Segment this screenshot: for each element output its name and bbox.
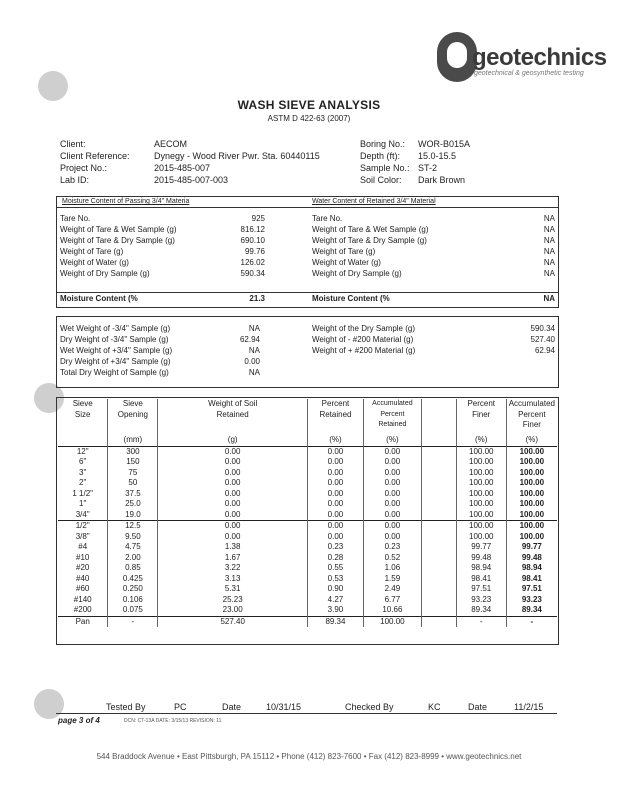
sieve-size-cell: 12" xyxy=(76,446,89,456)
report-standard: ASTM D 422-63 (2007) xyxy=(267,114,351,123)
accumulated-finer-cell: 100.00 xyxy=(506,489,557,500)
spacer-cell xyxy=(421,521,456,532)
percent-retained-cell: 3.90 xyxy=(308,605,364,616)
sieve-row xyxy=(58,457,557,468)
percent-retained-cell: 89.34 xyxy=(308,616,364,627)
document-code: DCN: CT-13A DATE: 3/15/13 REVISION: 11 xyxy=(124,718,222,724)
percent-finer-cell: 100.00 xyxy=(456,446,506,457)
sieve-size-cell: 1 1/2" xyxy=(72,488,94,498)
weight-retained-cell: 0.00 xyxy=(158,489,308,500)
tested-by-value: PC xyxy=(174,702,187,712)
sieve-opening-cell: 150 xyxy=(108,457,158,468)
spacer-cell xyxy=(421,446,456,457)
accumulated-finer-cell: 89.34 xyxy=(506,605,557,616)
percent-finer-cell: 100.00 xyxy=(456,532,506,543)
sieve-opening-cell: 37.5 xyxy=(108,489,158,500)
weight-retained-cell: 3.13 xyxy=(158,574,308,585)
accumulated-retained-cell: 2.49 xyxy=(363,584,421,595)
accumulated-retained-cell: 0.00 xyxy=(363,499,421,510)
tested-date-value: 10/31/15 xyxy=(266,702,302,712)
percent-retained-cell: 0.00 xyxy=(308,521,364,532)
spacer-cell xyxy=(421,532,456,543)
spacer-cell xyxy=(421,584,456,595)
sieve-row xyxy=(58,521,557,532)
accumulated-finer-cell: 97.51 xyxy=(506,584,557,595)
sieve-opening-cell: 0.85 xyxy=(108,563,158,574)
percent-finer-cell: 100.00 xyxy=(456,499,506,510)
percent-finer-cell: 98.94 xyxy=(456,563,506,574)
header-percent-retained: Percent Retained xyxy=(308,399,364,435)
sieve-opening-cell: 75 xyxy=(108,468,158,479)
sieve-size-cell: 3" xyxy=(79,467,87,477)
accumulated-finer-cell: 100.00 xyxy=(506,468,557,479)
weight-retained-cell: 0.00 xyxy=(158,510,308,521)
accumulated-retained-cell: 0.00 xyxy=(363,457,421,468)
sieve-row xyxy=(58,563,557,574)
sieve-row xyxy=(58,478,557,489)
moisture-left-mc-value: 21.3 xyxy=(249,294,265,303)
accumulated-finer-cell: 99.48 xyxy=(506,553,557,564)
sieve-opening-cell: 300 xyxy=(108,446,158,457)
sieve-row xyxy=(58,446,557,457)
weight-retained-cell: 1.67 xyxy=(158,553,308,564)
percent-finer-cell: 99.77 xyxy=(456,542,506,553)
weight-retained-cell: 0.00 xyxy=(158,521,308,532)
spacer-cell xyxy=(421,553,456,564)
sieve-opening-cell: 4.75 xyxy=(108,542,158,553)
report-title: WASH SIEVE ANALYSIS xyxy=(237,98,381,112)
accumulated-finer-cell: 99.77 xyxy=(506,542,557,553)
binder-hole-top xyxy=(38,71,68,101)
moisture-right-title: Water Content of Retained 3/4" Material xyxy=(312,198,436,205)
sieve-size-cell: #200 xyxy=(73,605,92,614)
sieve-opening-cell: 9.50 xyxy=(108,532,158,543)
moisture-left-title: Moisture Content of Passing 3/4" Materia xyxy=(62,198,190,205)
sieve-size-cell: Pan xyxy=(75,616,90,626)
weight-retained-cell: 527.40 xyxy=(158,616,308,627)
accumulated-retained-cell: 100.00 xyxy=(363,616,421,627)
spacer-cell xyxy=(421,478,456,489)
sieve-opening-cell: - xyxy=(108,616,158,627)
accumulated-retained-cell: 0.00 xyxy=(363,510,421,521)
sieve-row xyxy=(58,510,557,521)
percent-retained-cell: 0.00 xyxy=(308,468,364,479)
weights-left-values: NA 62.94 NA 0.00 NA xyxy=(239,324,260,377)
percent-finer-cell: 89.34 xyxy=(456,605,506,616)
weights-right-values: 590.34 527.40 62.94 xyxy=(530,324,555,355)
weight-retained-cell: 0.00 xyxy=(158,468,308,479)
percent-finer-cell: 100.00 xyxy=(456,457,506,468)
weight-retained-cell: 0.00 xyxy=(158,532,308,543)
spacer-cell xyxy=(421,563,456,574)
accumulated-finer-cell: 98.94 xyxy=(506,563,557,574)
sieve-opening-cell: 12.5 xyxy=(108,521,158,532)
header-left-values: AECOM Dynegy - Wood River Pwr. Sta. 60440115 2015-485-007 2015-485-007-003 xyxy=(154,139,320,185)
accumulated-retained-cell: 1.59 xyxy=(363,574,421,585)
sieve-opening-cell: 0.425 xyxy=(108,574,158,585)
sieve-opening-cell: 25.0 xyxy=(108,499,158,510)
spacer-cell xyxy=(421,605,456,616)
accumulated-finer-cell: 100.00 xyxy=(506,446,557,457)
header-sieve-opening: Sieve Opening xyxy=(108,399,158,435)
spacer-cell xyxy=(421,468,456,479)
percent-retained-cell: 0.23 xyxy=(308,542,364,553)
weight-retained-cell: 5.31 xyxy=(158,584,308,595)
spacer-cell xyxy=(421,499,456,510)
percent-finer-cell: 100.00 xyxy=(456,510,506,521)
accumulated-retained-cell: 0.23 xyxy=(363,542,421,553)
header-percent-finer: Percent Finer xyxy=(456,399,506,435)
accumulated-retained-cell: 0.00 xyxy=(363,521,421,532)
sieve-size-cell: 2" xyxy=(79,478,87,487)
sieve-size-cell: 3/8" xyxy=(75,531,90,541)
sieve-opening-cell: 50 xyxy=(108,478,158,489)
percent-retained-cell: 0.55 xyxy=(308,563,364,574)
spacer-cell xyxy=(421,510,456,521)
moisture-right-values: NA NA NA NA NA NA xyxy=(543,214,555,278)
percent-retained-cell: 0.00 xyxy=(308,446,364,457)
percent-finer-cell: 100.00 xyxy=(456,468,506,479)
sieve-size-cell: 6" xyxy=(79,457,87,466)
spacer-cell xyxy=(421,595,456,606)
sieve-opening-cell: 0.250 xyxy=(108,584,158,595)
accumulated-retained-cell: 0.52 xyxy=(363,553,421,564)
percent-finer-cell: 100.00 xyxy=(456,521,506,532)
percent-retained-cell: 0.53 xyxy=(308,574,364,585)
header-right-labels: Boring No.: Depth (ft): Sample No.: Soil Color: xyxy=(360,139,410,185)
accumulated-finer-cell: 100.00 xyxy=(506,521,557,532)
sieve-row xyxy=(58,595,557,606)
percent-finer-cell: 97.51 xyxy=(456,584,506,595)
sieve-size-cell: 1" xyxy=(79,499,87,508)
accumulated-retained-cell: 0.00 xyxy=(363,489,421,500)
checked-date-value: 11/2/15 xyxy=(514,702,544,712)
percent-retained-cell: 0.28 xyxy=(308,553,364,564)
binder-hole-bottom xyxy=(34,689,64,719)
spacer-cell xyxy=(421,616,456,627)
moisture-right-mc-label: Moisture Content (% xyxy=(312,294,390,303)
accumulated-retained-cell: 1.06 xyxy=(363,563,421,574)
page-number: page 3 of 4 xyxy=(58,716,100,725)
sieve-size-cell: #40 xyxy=(76,573,90,583)
sieve-row xyxy=(58,616,557,627)
sieve-row xyxy=(58,532,557,543)
header-weight-retained: Weight of Soil Retained xyxy=(158,399,308,435)
weight-retained-cell: 1.38 xyxy=(158,542,308,553)
accumulated-finer-cell: 100.00 xyxy=(506,478,557,489)
sieve-size-cell: #60 xyxy=(76,584,90,593)
accumulated-finer-cell: - xyxy=(506,616,557,627)
header-accumulated-finer: Accumulated Percent Finer xyxy=(506,399,557,435)
sieve-opening-cell: 2.00 xyxy=(108,553,158,564)
sieve-size-cell: #10 xyxy=(76,552,90,562)
percent-retained-cell: 0.00 xyxy=(308,532,364,543)
percent-retained-cell: 0.00 xyxy=(308,457,364,468)
sieve-row xyxy=(58,605,557,616)
sieve-row xyxy=(58,489,557,500)
percent-retained-cell: 0.00 xyxy=(308,510,364,521)
weight-retained-cell: 0.00 xyxy=(158,499,308,510)
sieve-row xyxy=(58,468,557,479)
sieve-table xyxy=(58,399,557,627)
weight-retained-cell: 3.22 xyxy=(158,563,308,574)
accumulated-finer-cell: 100.00 xyxy=(506,532,557,543)
accumulated-retained-cell: 0.00 xyxy=(363,532,421,543)
accumulated-finer-cell: 100.00 xyxy=(506,457,557,468)
accumulated-finer-cell: 93.23 xyxy=(506,595,557,606)
moisture-right-mc-value: NA xyxy=(543,294,555,303)
header-sieve-size: Sieve Size xyxy=(72,399,93,419)
weights-right-labels: Weight of the Dry Sample (g) Weight of - #200 Material (g) Weight of + #200 Material (g) xyxy=(312,324,416,355)
sieve-size-cell: 3/4" xyxy=(75,509,90,519)
percent-finer-cell: - xyxy=(456,616,506,627)
percent-retained-cell: 0.00 xyxy=(308,499,364,510)
header-left-labels: Client: Client Reference: Project No.: Lab ID: xyxy=(60,139,130,185)
percent-retained-cell: 0.00 xyxy=(308,478,364,489)
accumulated-retained-cell: 6.77 xyxy=(363,595,421,606)
sieve-size-cell: 1/2" xyxy=(75,521,90,530)
sieve-opening-cell: 0.106 xyxy=(108,595,158,606)
spacer-cell xyxy=(421,574,456,585)
weight-retained-cell: 0.00 xyxy=(158,457,308,468)
weight-retained-cell: 25.23 xyxy=(158,595,308,606)
percent-finer-cell: 99.48 xyxy=(456,553,506,564)
spacer-cell xyxy=(421,489,456,500)
moisture-left-values: 925 816.12 690.10 99.76 126.02 590.34 xyxy=(240,214,265,278)
percent-retained-cell: 0.00 xyxy=(308,489,364,500)
checked-date-label: Date xyxy=(468,702,488,712)
accumulated-finer-cell: 100.00 xyxy=(506,510,557,521)
weight-retained-cell: 0.00 xyxy=(158,478,308,489)
weight-retained-cell: 0.00 xyxy=(158,446,308,457)
sieve-size-cell: #20 xyxy=(76,563,90,572)
percent-finer-cell: 98.41 xyxy=(456,574,506,585)
accumulated-finer-cell: 100.00 xyxy=(506,499,557,510)
accumulated-retained-cell: 0.00 xyxy=(363,478,421,489)
sieve-opening-cell: 0.075 xyxy=(108,605,158,616)
checked-by-label: Checked By xyxy=(345,702,394,712)
weights-left-labels: Wet Weight of -3/4" Sample (g) Dry Weight of -3/4" Sample (g) Wet Weight of +3/4" Sample (g) Dry Weight of +3/4" Sample (g) Total Dry Weight of Sample (g) xyxy=(60,324,173,377)
percent-finer-cell: 93.23 xyxy=(456,595,506,606)
spacer-cell xyxy=(421,542,456,553)
company-address: 544 Braddock Avenue • East Pittsburgh, PA 15112 • Phone (412) 823-7600 • Fax (412) 823-8999 • www.geotechnics.net xyxy=(96,752,522,761)
moisture-right-labels: Tare No. Weight of Tare & Wet Sample (g) Weight of Tare & Dry Sample (g) Weight of Tare (g) Weight of Water (g) Weight of Dry Sample (g) xyxy=(312,214,429,278)
sieve-opening-cell: 19.0 xyxy=(108,510,158,521)
sieve-row xyxy=(58,499,557,510)
sieve-row xyxy=(58,584,557,595)
sieve-header-row xyxy=(58,399,557,435)
spacer-cell xyxy=(421,457,456,468)
logo-brand-text: geotechnics xyxy=(472,44,607,71)
accumulated-retained-cell: 0.00 xyxy=(363,468,421,479)
accumulated-retained-cell: 0.00 xyxy=(363,446,421,457)
percent-finer-cell: 100.00 xyxy=(456,478,506,489)
moisture-left-labels: Tare No. Weight of Tare & Wet Sample (g) Weight of Tare & Dry Sample (g) Weight of Tare (g) Weight of Water (g) Weight of Dry Sample (g) xyxy=(60,214,177,278)
sieve-row xyxy=(58,542,557,553)
checked-by-value: KC xyxy=(428,702,441,712)
sieve-row xyxy=(58,553,557,564)
weight-retained-cell: 23.00 xyxy=(158,605,308,616)
sieve-size-cell: #140 xyxy=(73,594,92,604)
percent-finer-cell: 100.00 xyxy=(456,489,506,500)
tested-date-label: Date xyxy=(222,702,242,712)
header-right-values: WOR-B015A 15.0-15.5 ST-2 Dark Brown xyxy=(418,139,471,185)
accumulated-retained-cell: 10.66 xyxy=(363,605,421,616)
sieve-size-cell: #4 xyxy=(78,542,88,551)
moisture-left-mc-label: Moisture Content (% xyxy=(60,294,138,303)
percent-retained-cell: 0.90 xyxy=(308,584,364,595)
percent-retained-cell: 4.27 xyxy=(308,595,364,606)
accumulated-finer-cell: 98.41 xyxy=(506,574,557,585)
logo-tagline: geotechnical & geosynthetic testing xyxy=(474,70,584,77)
sieve-row xyxy=(58,574,557,585)
header-accumulated-retained: Accumulated Percent Retained xyxy=(363,399,421,435)
sieve-units-row: (mm) (g) (%) (%) (%) (%) xyxy=(58,435,557,446)
tested-by-label: Tested By xyxy=(106,702,146,712)
